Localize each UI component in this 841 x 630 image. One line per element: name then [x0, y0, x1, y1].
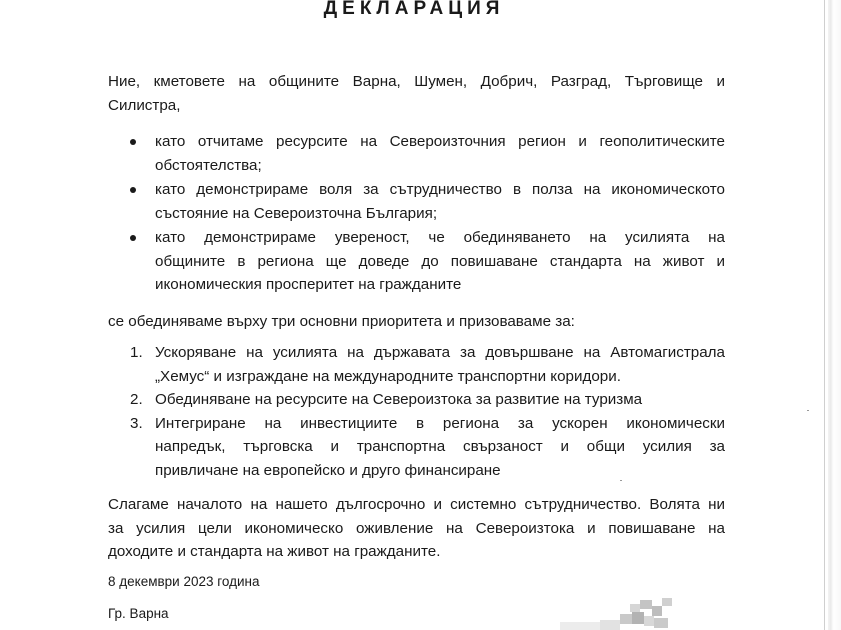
document-title: ДЕКЛАРАЦИЯ: [323, 0, 505, 19]
closing-line: за усилия цели икономическо оживление на Североизтока и повишаване на: [108, 519, 725, 537]
list-item-line: общините в региона ще доведе до повишаване стандарта на живот и: [155, 252, 725, 270]
bullet-icon: [130, 235, 136, 241]
list-item-line: обстоятелства;: [155, 156, 262, 174]
page-edge-line: [824, 0, 825, 630]
list-item-line: като отчитаме ресурсите на Североизточния регион и геополитическите: [155, 133, 725, 150]
document-date: 8 декември 2023 година: [108, 574, 260, 589]
list-item-line: Обединяване на ресурсите на Североизтока за развитие на туризма: [155, 391, 643, 408]
list-item: [128, 178, 725, 225]
list-item-line: напредък, търговска и транспортна свързаност и общи усилия за: [155, 438, 725, 455]
list-item-line: икономическия просперитет на гражданите: [155, 276, 462, 293]
list-item-line: като демонстрираме воля за сътрудничество в полза на икономическото: [155, 181, 725, 198]
blurred-signature: [560, 596, 680, 630]
list-item-line: Интегриране на инвестициите в региона за ускорен икономически: [155, 414, 725, 432]
list-item: [130, 388, 725, 412]
scan-speck: [620, 480, 622, 481]
page-edge-shadow: [828, 0, 841, 630]
scan-speck: [807, 410, 809, 411]
closing-line: Слагаме началото на нашето дългосрочно и системно сътрудничество. Волята ни: [108, 496, 725, 513]
bullet-icon: [130, 187, 136, 193]
intro-line: Ние, кметовете на общините Варна, Шумен, Добрич, Разград, Търговище и: [108, 73, 725, 90]
list-item: [130, 341, 725, 388]
list-item-line: Ускоряване на усилията на държавата за довършване на Автомагистрала: [155, 344, 725, 361]
list-item: [128, 226, 725, 297]
closing-line: доходите и стандарта на живот на гражданите.: [108, 543, 441, 560]
lead-paragraph: се обединяваме върху три основни приоритета и призоваваме за:: [108, 313, 575, 330]
document-place: Гр. Варна: [108, 606, 169, 621]
bullet-icon: [130, 139, 136, 145]
considerations-list: [128, 130, 725, 298]
list-item-line: като демонстрираме увереност, че обединяването на усилията на: [155, 229, 725, 246]
list-item: [130, 412, 725, 483]
list-item: [128, 130, 725, 177]
list-item-number: 3.: [130, 414, 143, 432]
intro-paragraph: [108, 70, 725, 117]
list-item-line: състояние на Североизточна България;: [155, 204, 438, 222]
intro-line: Силистра,: [108, 96, 181, 114]
list-item-line: привличане на европейско и друго финансиране: [155, 461, 501, 479]
list-item-number: 2.: [130, 391, 143, 408]
list-item-line: „Хемус“ и изграждане на международните транспортни коридори.: [155, 367, 621, 385]
priorities-list: [130, 341, 725, 482]
list-item-number: 1.: [130, 344, 143, 361]
closing-paragraph: [108, 493, 725, 564]
